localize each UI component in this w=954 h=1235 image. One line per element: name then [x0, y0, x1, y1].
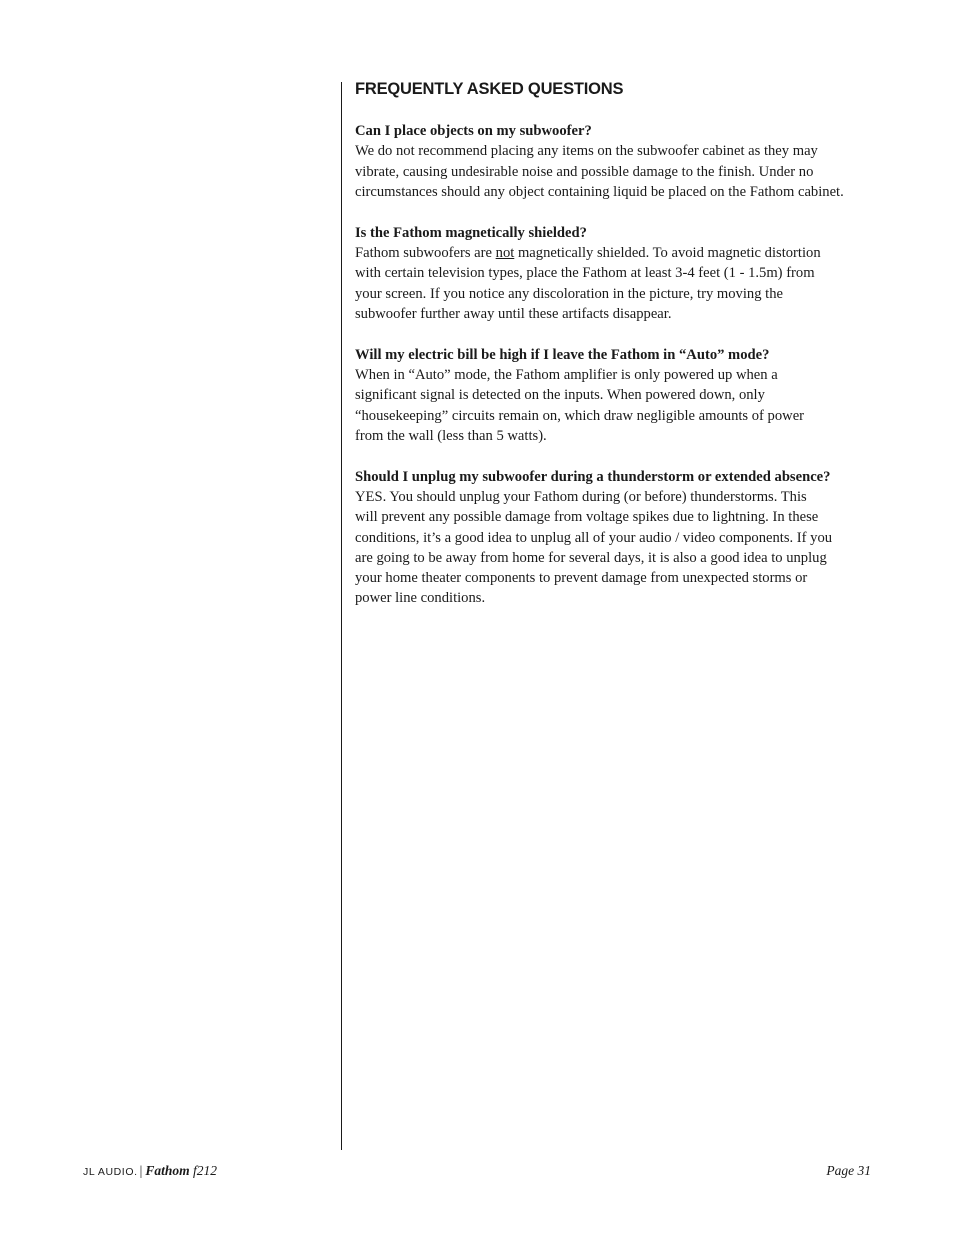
answer-line: We do not recommend placing any items on the subwoofer cabinet as they may	[355, 143, 818, 160]
answer-line: conditions, it’s a good idea to unplug all of your audio / video components. If you	[355, 529, 833, 546]
footer-separator: |	[139, 1163, 143, 1178]
faq-item	[355, 121, 875, 202]
answer-line: with certain television types, place the Fathom at least 3-4 feet (1 - 1.5m) from	[355, 265, 815, 282]
answer-line: subwoofer further away until these artifacts disappear.	[355, 305, 672, 322]
product-name: Fathom	[145, 1163, 190, 1178]
answer-text: magnetically shielded. To avoid magnetic distortion	[514, 244, 821, 261]
faq-answer	[355, 141, 875, 202]
page-number: Page 31	[826, 1163, 871, 1178]
emphasis-underlined: not	[495, 244, 515, 261]
vertical-divider	[341, 82, 342, 1150]
faq-answer	[355, 487, 875, 609]
answer-line: YES. You should unplug your Fathom during (or before) thunderstorms. This	[355, 488, 807, 505]
faq-question: Should I unplug my subwoofer during a thunderstorm or extended absence?	[355, 468, 831, 485]
answer-line: power line conditions.	[355, 590, 486, 607]
answer-line: When in “Auto” mode, the Fathom amplifier is only powered up when a	[355, 366, 778, 383]
faq-item	[355, 223, 875, 324]
answer-line: “housekeeping” circuits remain on, which draw negligible amounts of power	[355, 407, 805, 424]
answer-line: your screen. If you notice any discoloration in the picture, try moving the	[355, 285, 783, 302]
answer-line: will prevent any possible damage from voltage spikes due to lightning. In these	[355, 509, 819, 526]
answer-line: significant signal is detected on the inputs. When powered down, only	[355, 387, 765, 404]
answer-line: are going to be away from home for several days, it is also a good idea to unplug	[355, 549, 827, 566]
jl-audio-logo: JL AUDIO.	[83, 1166, 138, 1178]
faq-section	[355, 79, 875, 629]
faq-question: Will my electric bill be high if I leave the Fathom in “Auto” mode?	[355, 346, 770, 363]
answer-line: from the wall (less than 5 watts).	[355, 427, 547, 444]
faq-question: Can I place objects on my subwoofer?	[355, 123, 592, 139]
answer-line: your home theater components to prevent damage from unexpected storms or	[355, 570, 808, 587]
faq-item	[355, 467, 875, 609]
faq-answer	[355, 243, 875, 324]
answer-line	[355, 243, 875, 263]
product-model: f212	[192, 1163, 217, 1178]
answer-line: vibrate, causing undesirable noise and possible damage to the finish. Under no	[355, 163, 814, 180]
faq-item	[355, 345, 875, 446]
faq-question: Is the Fathom magnetically shielded?	[355, 224, 587, 241]
section-heading: FREQUENTLY ASKED QUESTIONS	[355, 80, 624, 98]
footer-brand	[83, 1162, 217, 1181]
answer-text: Fathom subwoofers are	[355, 244, 496, 261]
faq-answer	[355, 365, 875, 446]
answer-line: circumstances should any object containing liquid be placed on the Fathom cabinet.	[355, 183, 844, 200]
